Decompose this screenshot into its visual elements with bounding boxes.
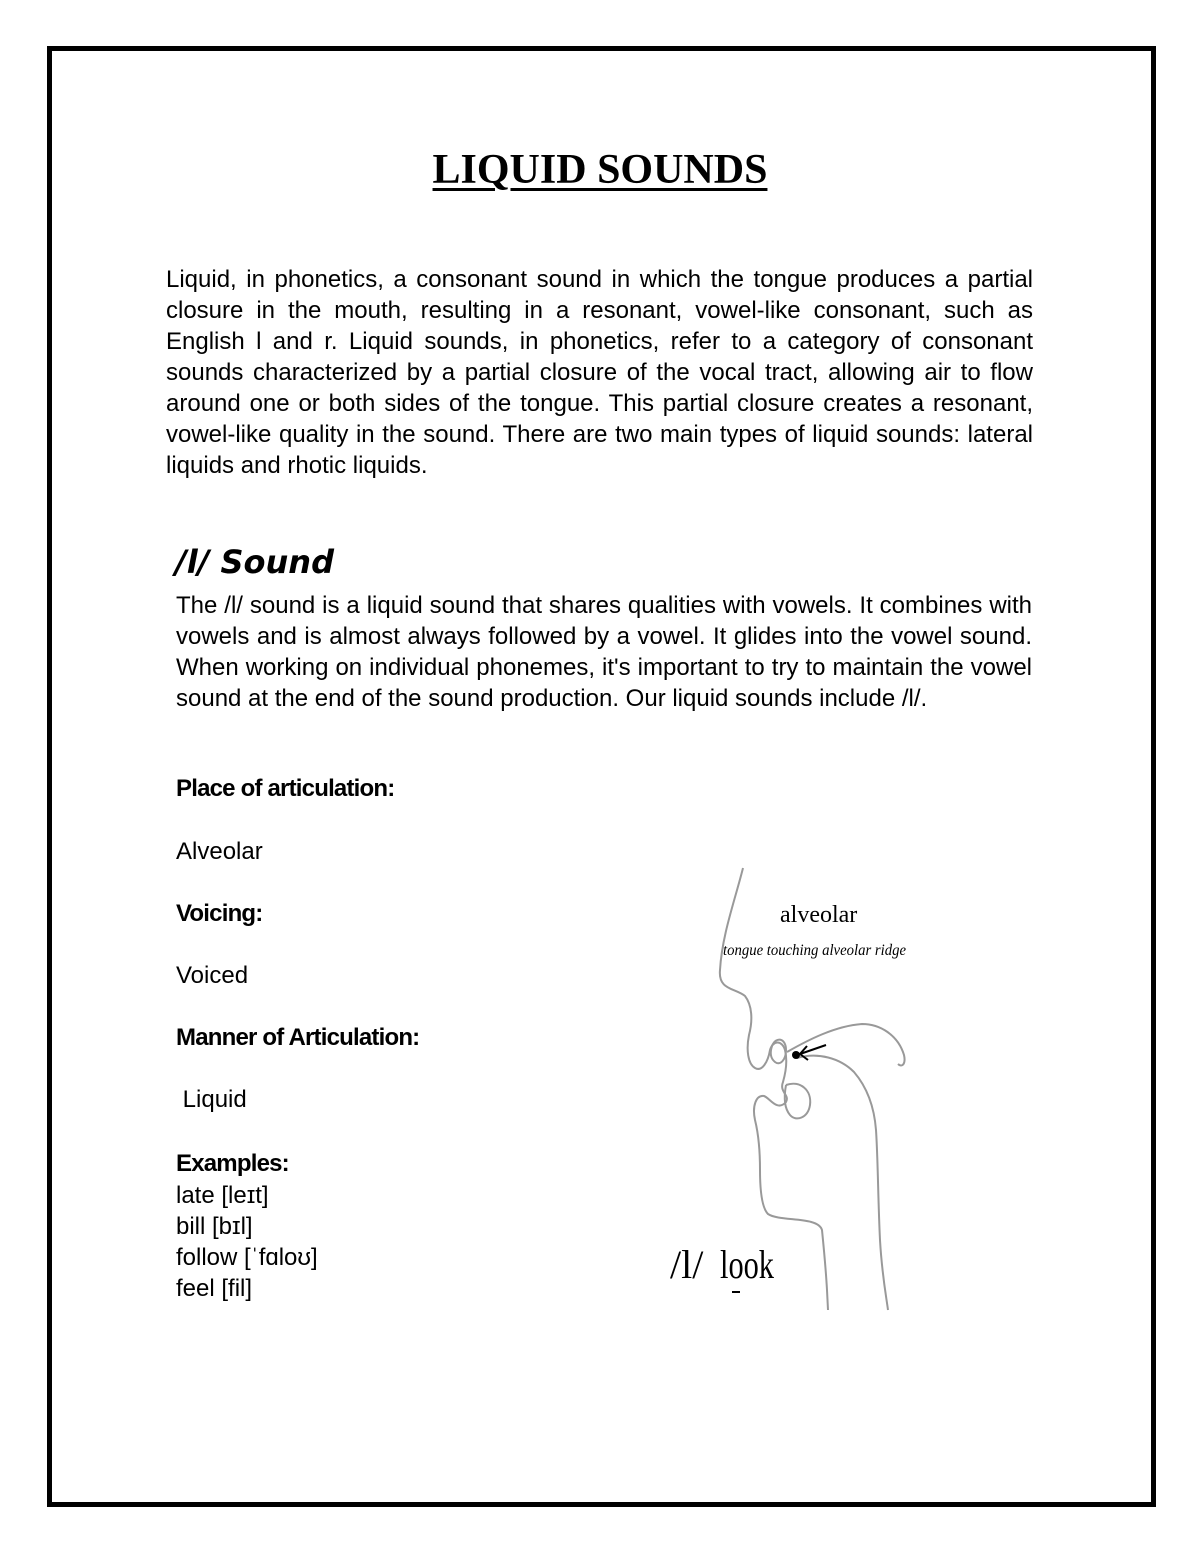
place-of-articulation-value: Alveolar [176,838,263,865]
example-item: follow [ˈfɑloʊ] [176,1244,318,1271]
contact-arrow-icon [800,1045,826,1060]
lower-lip-outline [785,1084,810,1119]
example-item: late [leɪt] [176,1182,269,1209]
voicing-label: Voicing: [176,900,263,927]
section-paragraph: The /l/ sound is a liquid sound that shares qualities with vowels. It combines with vowels and is almost always followed by a vowel. It glides into the vowel sound. When working on individual phonemes, it's important to try to maintain the vowel sound at the end of the sound production. Our liquid sounds include /l/. [176,592,1032,712]
manner-of-articulation-label: Manner of Articulation: [176,1024,420,1051]
examples-label: Examples: [176,1150,289,1177]
examples-list [176,1180,318,1304]
contact-point-marker [792,1051,800,1059]
section-heading: /l/ Sound [175,543,334,581]
diagram-heading: alveolar [780,902,858,928]
articulation-diagram [660,860,920,1320]
page-title: LIQUID SOUNDS [432,147,768,193]
voicing-value: Voiced [176,962,249,989]
intro-paragraph: Liquid, in phonetics, a consonant sound in which the tongue produces a partial closure in the mouth, resulting in a resonant, vowel-like consonant, such as English l and r. Liquid sounds, in phonetics, refer to a category of consonant sounds characterized by a partial closure of the vocal tract, allowing air to flow around one or both sides of the tongue. This partial closure creates a resonant, vowel-like quality in the sound. There are two main types of liquid sounds: lateral liquids and rhotic liquids. [166,266,1033,479]
example-item: feel [fil] [176,1275,253,1302]
palate-outline [787,1024,905,1066]
diagram-word: look [720,1242,774,1287]
diagram-phoneme: /l/ [670,1242,704,1287]
diagram-caption: tongue touching alveolar ridge [723,942,906,959]
place-of-articulation-label: Place of articulation: [176,775,395,802]
tongue-outline [797,1056,888,1310]
manner-of-articulation-value: Liquid [176,1086,247,1113]
example-item: bill [bɪl] [176,1213,253,1240]
